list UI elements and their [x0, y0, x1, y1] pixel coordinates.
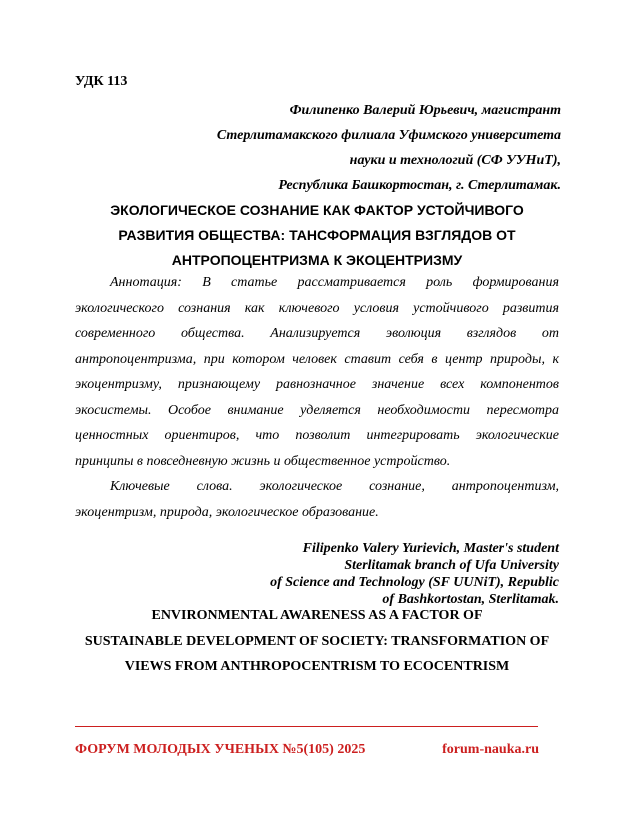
footer-divider	[75, 726, 538, 727]
keywords	[75, 474, 559, 525]
author-name-en: Filipenko Valery Yurievich, Master's student	[302, 541, 559, 556]
article-title-en	[70, 603, 564, 680]
article-title-ru	[70, 198, 564, 273]
keywords-line: Ключевые слова. экологическое сознание, антропоцентизм,	[110, 479, 559, 494]
title-line: ENVIRONMENTAL AWARENESS AS A FACTOR OF	[151, 608, 483, 623]
abstract-line: современного общества. Анализируется эволюция взглядов от	[75, 326, 559, 341]
abstract-line: антропоцентризма, при котором человек ставит себя в центр природы, к	[75, 351, 559, 367]
title-line: АНТРОПОЦЕНТРИЗМА К ЭКОЦЕНТРИЗМУ	[171, 252, 463, 268]
abstract-line: экосистемы. Особое внимание уделяется необходимости пересмотра	[75, 402, 559, 418]
abstract-line: ценностных ориентиров, что позволит интегрировать экологические	[75, 428, 559, 443]
udk-code: УДК 113	[75, 74, 128, 89]
abstract-line: экологического сознания как ключевого условия устойчивого развития	[75, 300, 559, 316]
author-name-ru: Филипенко Валерий Юрьевич, магистрант	[289, 103, 561, 118]
author-affiliation-ru: науки и технологий (СФ УУНиТ),	[349, 153, 561, 168]
abstract-line: принципы в повседневную жизнь и общественное устройство.	[75, 453, 451, 469]
abstract	[75, 270, 559, 474]
title-line: VIEWS FROM ANTHROPOCENTRISM TO ECOCENTRISM	[124, 659, 510, 674]
abstract-line: экоцентризму, признающему равнозначное значение всех компонентов	[75, 377, 559, 392]
keywords-line: экоцентризм, природа, экологическое образование.	[75, 504, 379, 520]
journal-name: ФОРУМ МОЛОДЫХ УЧЕНЫХ №5(105) 2025	[75, 742, 366, 757]
title-line: ЭКОЛОГИЧЕСКОЕ СОЗНАНИЕ КАК ФАКТОР УСТОЙЧИВОГО	[110, 202, 524, 218]
author-affiliation-ru: Стерлитамакского филиала Уфимского университета	[216, 128, 561, 143]
title-line: РАЗВИТИЯ ОБЩЕСТВА: ТАНСФОРМАЦИЯ ВЗГЛЯДОВ ОТ	[118, 227, 516, 243]
author-location-ru: Республика Башкортостан, г. Стерлитамак.	[278, 178, 561, 193]
title-line: SUSTAINABLE DEVELOPMENT OF SOCIETY: TRANSFORMATION OF	[84, 633, 550, 649]
author-affiliation-en: of Science and Technology (SF UUNiT), Republic	[270, 575, 559, 590]
author-block-ru	[71, 98, 561, 198]
abstract-line: Аннотация: В статье рассматривается роль формирования	[110, 275, 559, 290]
journal-website[interactable]: forum-nauka.ru	[442, 742, 539, 757]
author-affiliation-en: Sterlitamak branch of Ufa University	[344, 558, 559, 573]
author-location-en: of Bashkortostan, Sterlitamak.	[382, 592, 559, 607]
author-block-en	[79, 540, 559, 608]
